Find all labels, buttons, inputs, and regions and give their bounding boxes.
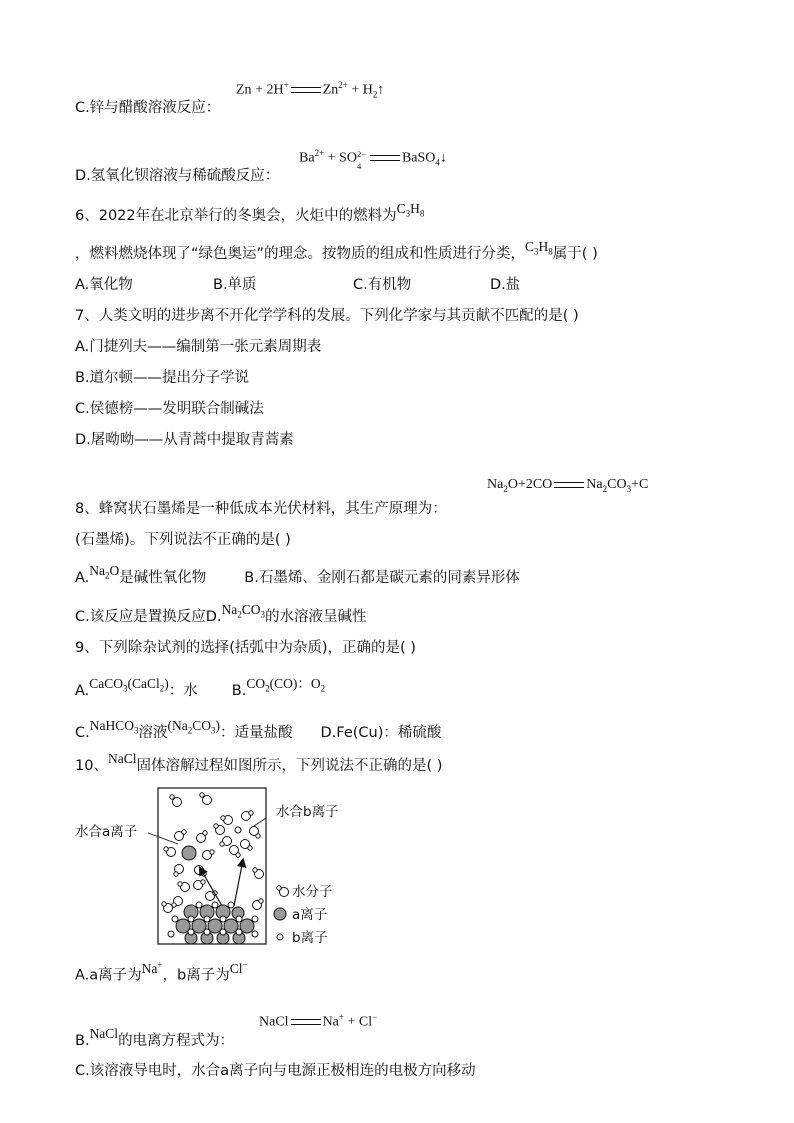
question-9-stem: 9、下列除杂试剂的选择(括弧中为杂质)，正确的是( ) (75, 640, 416, 656)
formula-c3h8: $C_3H_8$ (396, 201, 425, 219)
question-8-stem2: (石墨烯)。下列说法不正确的是( ) (75, 532, 291, 548)
legend-b-ion: b离子 (292, 930, 328, 946)
option-5c: C.锌与醋酸溶液反应： (75, 100, 221, 116)
option-8c[interactable]: C.该反应是置换反应D. (75, 609, 222, 625)
question-9-row1 (75, 676, 326, 706)
option-6c[interactable]: C.有机物 (353, 277, 412, 293)
formula-c3h8-2: $C_3H_8$ (525, 239, 553, 257)
question-7-stem: 7、人类文明的进步离不开化学学科的发展。下列化学家与其贡献不匹配的是( ) (75, 308, 579, 324)
question-9-row2 (75, 718, 442, 748)
label-hydrated-a: 水合a离子 (75, 824, 138, 840)
option-7c[interactable]: C.侯德榜——发明联合制碱法 (75, 401, 264, 417)
question-8-row2 (75, 602, 367, 632)
label-hydrated-b: 水合b离子 (276, 804, 339, 820)
option-9a[interactable]: A.CaCO$_3$(CaCl$_2$)：水 (75, 676, 198, 699)
option-8d[interactable]: $Na_2CO_3$的水溶液呈碱性 (221, 602, 367, 625)
equation-zn-h: Zn + 2H+ $Zn^{2+}$ + $H_2↑$ (236, 80, 385, 100)
legend-a-ion: a离子 (292, 907, 328, 923)
option-6b[interactable]: B.单质 (213, 277, 257, 293)
option-7a[interactable]: A.门捷列夫——编制第一张元素周期表 (75, 339, 322, 355)
option-10a[interactable]: A.a离子为Na+，b离子为Cl− (75, 959, 248, 984)
nacl-dissolution-figure (70, 784, 370, 950)
option-7d[interactable]: D.屠呦呦——从青蒿中提取青蒿素 (75, 432, 294, 448)
option-10b[interactable]: B.NaCl的电离方程式为： (75, 1026, 235, 1049)
equation-nacl-ionization: NaCl Na+ + Cl− (259, 1012, 378, 1030)
option-6d[interactable]: D.盐 (490, 277, 521, 293)
question-6-stem: 6、2022年在北京举行的冬奥会，火炬中的燃料为$C_3H_8$ (75, 201, 425, 224)
option-8b[interactable]: B.石墨烯、金刚石都是碳元素的同素异形体 (244, 570, 520, 586)
option-9c[interactable]: C.NaHCO$_3$溶液$(Na_2CO_3)$：适量盐酸 (75, 718, 293, 741)
question-8-stem: 8、蜂窝状石墨烯是一种低成本光伏材料，其生产原理为： (75, 501, 447, 517)
option-9b[interactable]: $B.CO_2(CO)$：$O_2$ (231, 676, 326, 699)
figure-legend (274, 886, 289, 940)
question-6-options (75, 275, 520, 295)
option-9d[interactable]: D.Fe(Cu)：稀硫酸 (320, 725, 442, 741)
legend-water: 水分子 (292, 884, 333, 900)
question-6-line2: ，燃料燃烧体现了“绿色奥运”的理念。按物质的组成和性质进行分类，$C_3H_8$属于( ) (75, 239, 598, 262)
option-5d: D.氢氧化钡溶液与稀硫酸反应： (75, 168, 280, 184)
option-6a[interactable]: A.氧化物 (75, 277, 133, 293)
equation-ba-so4: $Ba^{2+}$ + SO 2− 4 BaSO$_4$↓ (299, 148, 447, 172)
equation-na2o-co: $Na_2O+2CO$ $Na_2CO_3+C$ (487, 477, 649, 494)
option-10c[interactable]: C.该溶液导电时，水合a离子向与电源正极相连的电极方向移动 (75, 1063, 476, 1079)
option-7b[interactable]: B.道尔顿——提出分子学说 (75, 370, 250, 386)
option-8a[interactable]: $A.Na_2O$是碱性氧化物 (75, 563, 207, 586)
question-8-row1 (75, 563, 520, 593)
question-10-stem: 10、NaCl固体溶解过程如图所示，下列说法不正确的是( ) (75, 751, 443, 774)
